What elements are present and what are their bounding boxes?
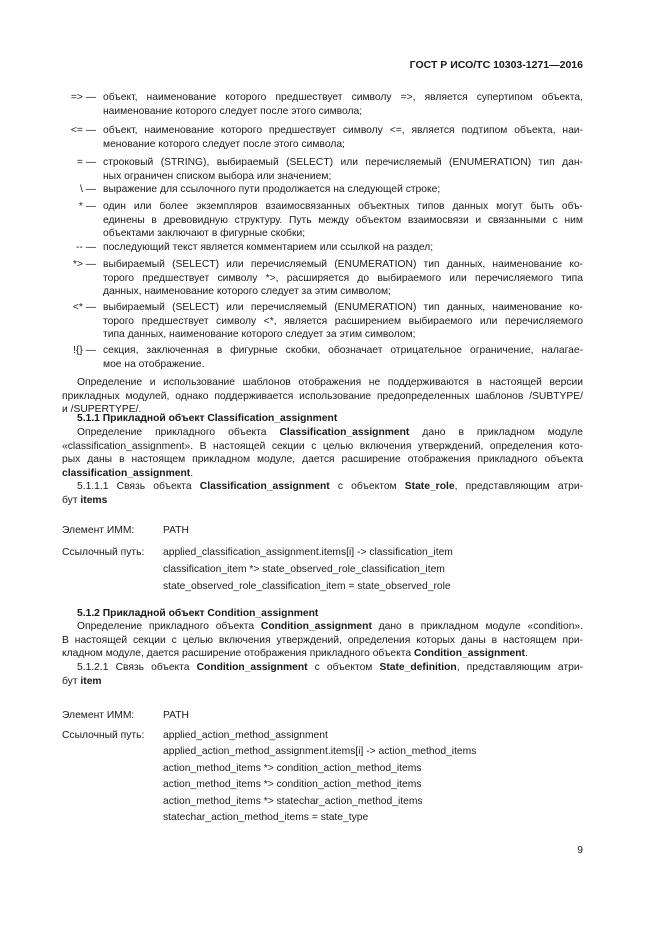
legend-symbol: => — — [70, 92, 96, 103]
legend-symbol: * — — [78, 201, 96, 212]
element-value: PATH — [163, 525, 189, 536]
legend-description: последующий текст является комментарием или ссылкой на раздел; — [103, 242, 434, 253]
element-value: PATH — [163, 710, 189, 721]
legend-description: выбираемый (SELECT) или перечисляемый (ENUMERATION) тип данных, наименование ко- торого предшествует символу *>, расширяется до выбираемого или перечисляемого типа данных, наименование которого следует за этим символом; — [103, 259, 583, 298]
legend-symbol: \ — — [79, 184, 96, 195]
page-number: 9 — [577, 845, 583, 856]
reference-path-line: action_method_items *> statechar_action_method_items — [163, 796, 423, 807]
legend-description: один или более экземпляров взаимосвязанных объектных типов данных могут быть объ- единены в древовидную структуру. Путь между объектом взаимосвязи и связанными с ним объектами заключают в фигурные скобки; — [103, 201, 583, 240]
reference-path-line: classification_item *> state_observed_role_classification_item — [163, 564, 445, 575]
reference-path-line: applied_classification_assignment.items[i] -> classification_item — [163, 547, 453, 558]
document-header: ГОСТ Р ИСО/ТС 10303-1271—2016 — [409, 59, 583, 71]
legend-symbol: !{} — — [73, 345, 96, 356]
element-label: Элемент ИММ: — [62, 710, 135, 721]
legend-symbol: = — — [76, 157, 96, 168]
reference-path-label: Ссылочный путь: — [62, 547, 145, 558]
legend-description: секция, заключенная в фигурные скобки, обозначает отрицательное ограничение, налагае- мое на отображение. — [103, 345, 583, 370]
reference-path-line: state_observed_role_classification_item = state_observed_role — [163, 581, 451, 592]
legend-description: выражение для ссылочного пути продолжается на следующей строке; — [103, 184, 441, 195]
intro-paragraph: Определение и использование шаблонов отображения не поддерживаются в настоящей версии прикладных модулей, однако поддерживается использование предопределенных шаблонов /SUBTYPE/ и /SUPERTYPE/. — [62, 377, 583, 416]
section-paragraph: Определение прикладного объекта Condition_assignment дано в прикладном модуле «condition». В настоящей секции с целью включения утверждений, определения которых даны в настоящем при- кладном модуле, дается расширение отображения прикладного объекта Condition_assignment. — [62, 621, 584, 660]
legend-symbol: <= — — [70, 125, 96, 136]
reference-path-line: action_method_items *> condition_action_method_items — [163, 779, 422, 790]
reference-path-line: applied_action_method_assignment.items[i] -> action_method_items — [163, 746, 477, 757]
legend-description: объект, наименование которого предшествует символу <=, является подтипом объекта, наи- менование которого следует после этого символа; — [103, 125, 583, 150]
reference-path-line: action_method_items *> condition_action_method_items — [163, 763, 422, 774]
reference-path-line: statechar_action_method_items = state_type — [163, 812, 369, 823]
legend-symbol: -- — — [75, 242, 96, 253]
legend-symbol: <* — — [72, 302, 96, 313]
reference-path-line: applied_action_method_assignment — [163, 730, 328, 741]
legend-description: объект, наименование которого предшествует символу =>, является супертипом объекта, наименование которого следует после этого символа; — [103, 92, 583, 117]
section-heading: 5.1.1 Прикладной объект Classification_assignment — [77, 413, 338, 424]
reference-path-label: Ссылочный путь: — [62, 730, 145, 741]
legend-description: строковый (STRING), выбираемый (SELECT) или перечисляемый (ENUMERATION) тип дан- ных ограничен списком выбора или значением; — [103, 157, 583, 182]
section-heading: 5.1.2 Прикладной объект Condition_assignment — [77, 608, 319, 619]
subsection-paragraph: 5.1.1.1 Связь объекта Classification_assignment с объектом State_role, представляющим атри- бут items — [62, 481, 583, 506]
element-label: Элемент ИММ: — [62, 525, 135, 536]
subsection-paragraph: 5.1.2.1 Связь объекта Condition_assignment с объектом State_definition, представляющим атри- бут item — [62, 662, 584, 687]
legend-description: выбираемый (SELECT) или перечисляемый (ENUMERATION) тип данных, наименование ко- торого предшествует символу <*, является расширением выбираемого или перечисляемого типа данных, наименование которого следует за этим символом; — [103, 302, 583, 341]
section-paragraph: Определение прикладного объекта Classification_assignment дано в прикладном модуле «classification_assignment». В настоящей секции с целью включения утверждений, определения кото- рых даны в настоящем прикладном модуле, дается расширение отображения прикладного объекта classification_assignment. — [62, 427, 583, 479]
legend-symbol: *> — — [72, 259, 96, 270]
